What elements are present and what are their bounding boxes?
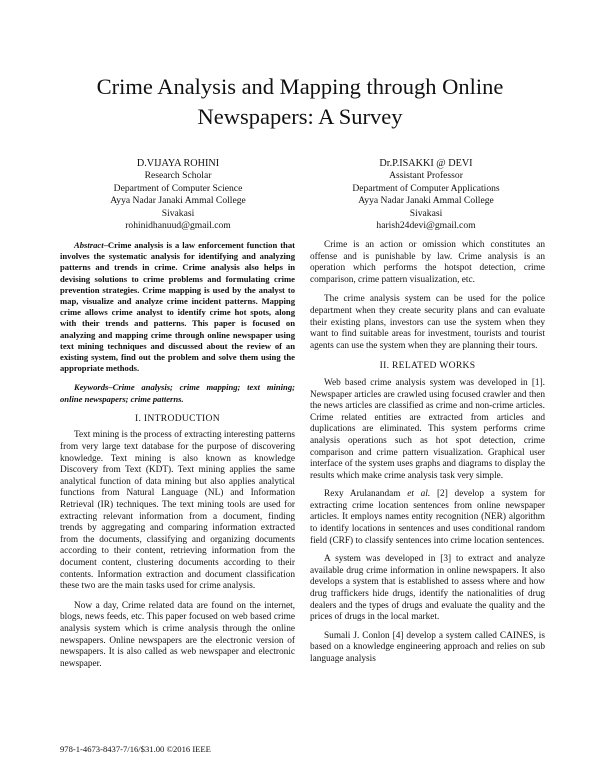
author-block-1 — [48, 158, 308, 232]
rw-author: Rexy Arulanandam — [324, 489, 408, 500]
related-work-paragraph-3: A system was developed in [3] to extract and analyze available drug crime information in online newspapers. It also develops a system that is established to assess where and how drug traffickers hide drugs, identify the nationalities of drug dealers and the types of drugs and evaluate the quality and the prices of drugs in the local market. — [310, 554, 545, 623]
system-use-paragraph: The crime analysis system can be used for the police department when they create security plans and can evaluate their existing plans, investors can use the system when they want to find suitable areas for investment, tourists and tourist agents can use the system when they are planning their tours. — [310, 294, 545, 351]
section-heading-related-works: II. RELATED WORKS — [379, 360, 476, 372]
section-heading-introduction: I. INTRODUCTION — [135, 412, 220, 424]
author-block-2 — [296, 158, 556, 232]
author-email[interactable]: harish24devi@gmail.com — [376, 220, 476, 232]
related-work-paragraph-1: Web based crime analysis system was developed in [1]. Newspaper articles are crawled using focused crawler and then the news articles are classified as crime and non-crime articles. Crime related entities are extracted from articles and duplications are eliminated. This system performs crime analysis operations such as hot spot detection, crime comparison and crime pattern visualization. Graphical user interface of the system uses graphs and diagrams to display the results which make crime analysis task very simple. — [310, 377, 545, 481]
keywords: Keywords–Crime analysis; crime mapping; text mining; online newspapers; crime patterns. — [60, 382, 295, 404]
author-role: Assistant Professor — [389, 170, 463, 182]
related-work-paragraph-4: Sumali J. Conlon [4] develop a system called CAINES, is based on a knowledge engineering approach and relies on sub language analysis — [310, 630, 545, 664]
author-role: Research Scholar — [144, 170, 212, 182]
author-dept: Department of Computer Applications — [352, 182, 500, 194]
author-college: Ayya Nadar Janaki Ammal College — [358, 195, 494, 207]
intro-paragraph-1: Text mining is the process of extracting interesting patterns from very large text database for the purpose of discovering knowledge. Text mining is also known as knowledge Discovery from Text (KDT). Text mining applies the same analytical function of data mining but also applies analytical functions from Natural Language (NL) and Information Retrieval (IR) techniques. The text mining tools are used for extracting relevant information from a document, finding trends by aggregating and comparing information extracted from the documents, classifying and organizing documents according to their content, retrieving information from the document content, clustering documents according to their contents. Information extraction and document classification these two are the main tasks used for crime analysis. — [60, 430, 295, 592]
title-line-1: Crime Analysis and Mapping through Online — [96, 74, 504, 99]
copyright-footer: 978-1-4673-8437-7/16/$31.00 ©2016 IEEE — [60, 744, 211, 754]
author-city: Sivakasi — [161, 207, 195, 219]
rw-etal: et al. — [407, 489, 431, 500]
abstract-text: Crime analysis is a law enforcement function that involves the systematic analysis for identifying and analyzing patterns and trends in crime. Crime analysis also helps in devising solutions to crime problems and formulating crime prevention strategies. Crime mapping is used by the analyst to map, visualize and analyze crime incident patterns. Mapping crime allows crime analyst to identify crime hot spots, along with their trends and patterns. This paper is focused on analyzing and mapping crime through online newspaper using text mining techniques and discussed about the review of an existing system, find out the problem and solve them using the appropriate methods. — [60, 240, 295, 374]
author-name: Dr.P.ISAKKI @ DEVI — [379, 158, 473, 169]
abstract-label: Abstract — [74, 240, 104, 250]
intro-paragraph-2: Now a day, Crime related data are found on the internet, blogs, news feeds, etc. This paper focused on web based crime analysis system which is crime analysis through the online newspapers. Online newspapers are the electronic version of newspapers. It is also called as web newspaper and electronic newspaper. — [60, 600, 295, 669]
author-city: Sivakasi — [409, 207, 443, 219]
author-dept: Department of Computer Science — [113, 182, 243, 194]
rw-body: [2] develop a system for extracting crime location sentences from online newspaper articles. It employs names entity recognition (NER) algorithm to identify locations in sentences and uses conditional random field (CRF) to classify sentences into crime location sentences. — [310, 489, 546, 546]
author-name: D.VIJAYA ROHINI — [136, 158, 220, 169]
related-work-paragraph-2 — [310, 489, 545, 547]
title-line-2: Newspapers: A Survey — [197, 104, 403, 129]
right-column — [310, 240, 545, 673]
abstract — [60, 240, 295, 374]
author-college: Ayya Nadar Janaki Ammal College — [110, 195, 246, 207]
abstract-dash: – — [103, 240, 108, 250]
author-email[interactable]: rohinidhanuud@gmail.com — [125, 220, 231, 232]
left-column — [60, 240, 295, 678]
crime-definition-paragraph: Crime is an action or omission which constitutes an offense and is punishable by law. Crime analysis is an operation which performs the hotspot detection, crime comparison, crime pattern visualization, etc. — [310, 240, 545, 285]
paper-title — [40, 72, 560, 132]
